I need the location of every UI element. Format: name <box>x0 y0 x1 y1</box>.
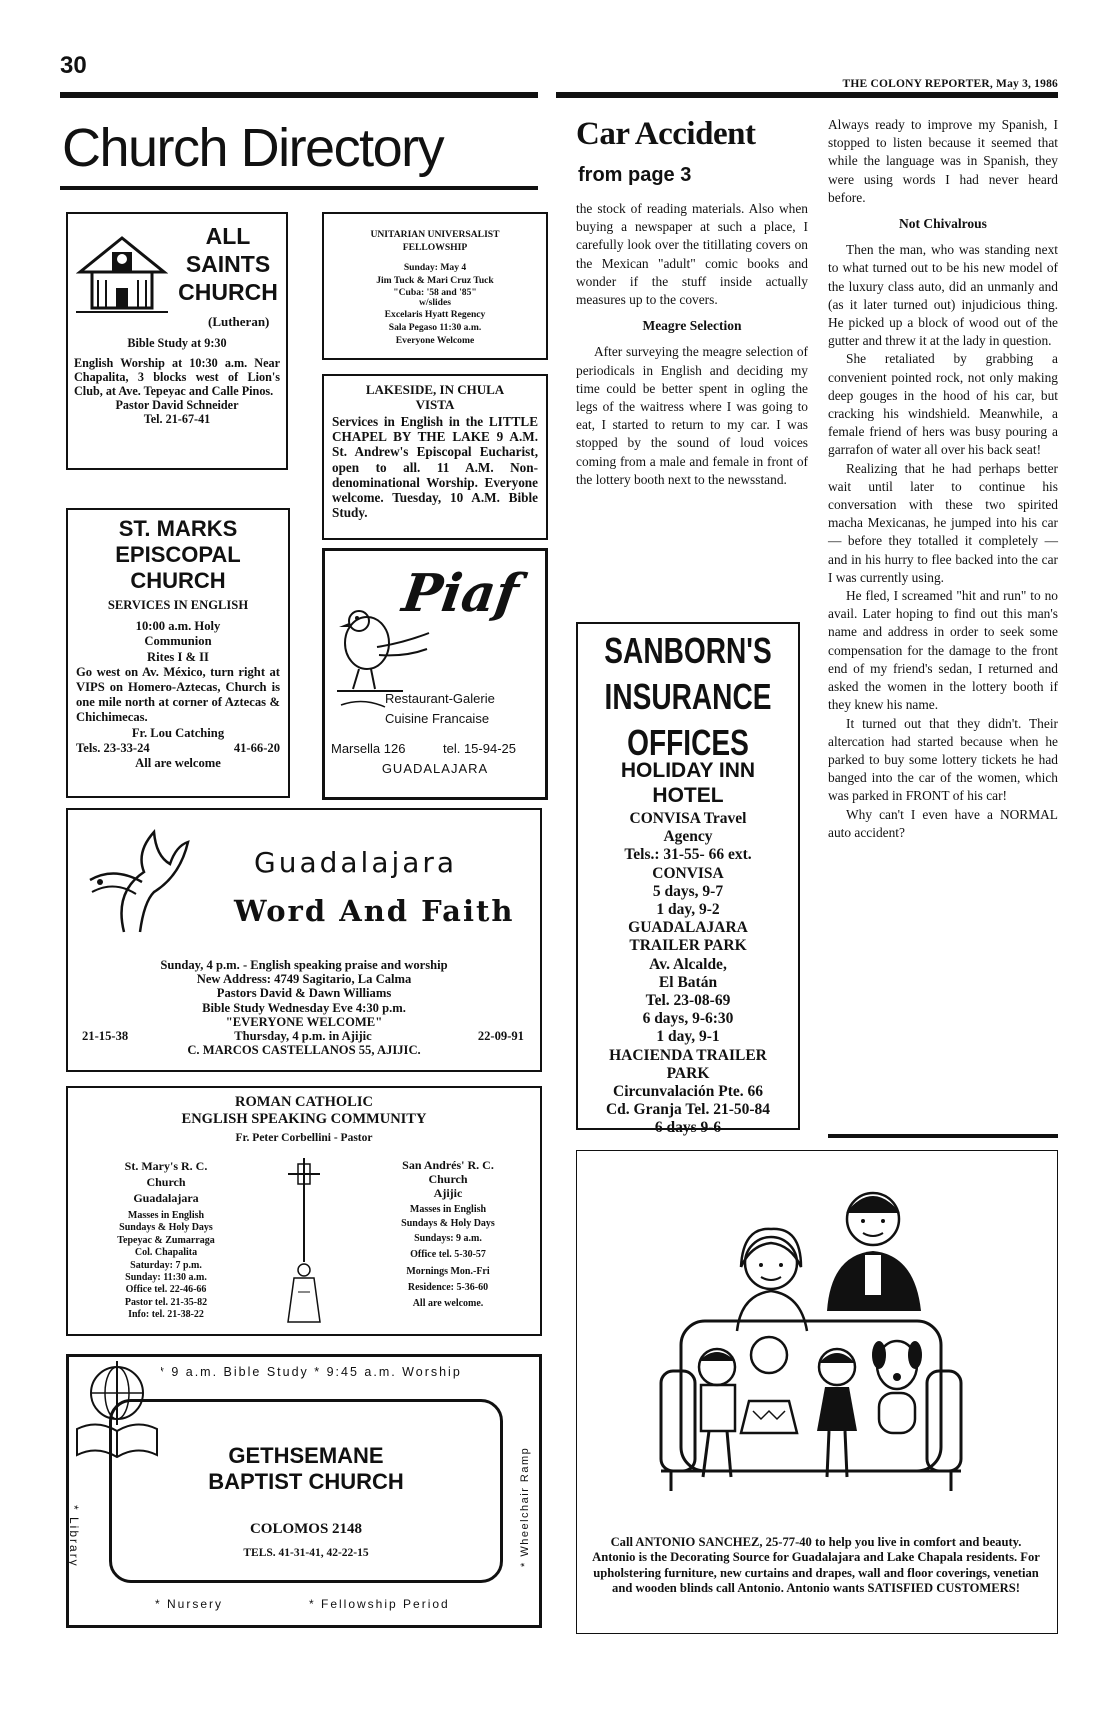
piaf-address: Marsella 126 <box>331 741 406 756</box>
sanborns-line: CONVISA <box>652 864 724 882</box>
sanborns-line: 6 days, 9-6:30 <box>642 1010 734 1028</box>
st-marys-line: Sunday: 11:30 a.m. <box>125 1272 207 1284</box>
all-saints-name-line: SAINTS <box>185 251 271 277</box>
word-faith-line1: Guadalajara <box>254 846 458 879</box>
unitarian-line: "Cuba: '58 and '85" <box>393 286 477 298</box>
article-paragraph: He fled, I screamed "hit and run" to no avail. Later hoping to find out this man's name and address in order to seek some compensation for the damage to the front end of my friend's sedan, I returned and asked the women in the lottery booth if they knew his name. <box>828 588 1058 713</box>
dove-flame-icon <box>84 822 194 942</box>
catholic-title-line: ENGLISH SPEAKING COMMUNITY <box>181 1111 427 1127</box>
piaf-logo-text: Piaf <box>398 563 523 624</box>
article-paragraph: Then the man, who was standing next to what turned out to be his new model of the luxury class auto, did an unmanly and (as it later turned out) injudicious thing. He picked up a block of wood out of the gutter and threw it at the lady in question. <box>828 242 1058 349</box>
lakeside-name-line: VISTA <box>415 397 455 412</box>
sanborns-line: El Batán <box>658 973 718 991</box>
sanborns-ad <box>576 622 800 1137</box>
lakeside-ad <box>322 374 548 540</box>
st-marks-tels-label: Tels. 23-33-24 <box>76 740 150 755</box>
sanborns-line: Tel. 23-08-69 <box>645 992 731 1010</box>
article-paragraph: It turned out that they didn't. Their altercation had started because when he parked to buy some lottery tickets he had banged into the car of the women, which was parked in FRONT of his car! <box>828 715 1058 804</box>
directory-title-rule <box>60 186 538 190</box>
st-marys-line: Info: tel. 21-38-22 <box>128 1309 204 1321</box>
st-marys-line: Tepeyac & Zumarraga <box>117 1234 215 1246</box>
word-faith-thursday: Thursday, 4 p.m. in Ajijic <box>234 1029 372 1044</box>
st-marks-service-line: Communion <box>144 634 212 649</box>
catholic-pastor: Fr. Peter Corbellini - Pastor <box>235 1132 373 1144</box>
sanborns-line: 5 days, 9-7 <box>652 882 724 900</box>
word-faith-left-tel: 21-15-38 <box>82 1029 129 1044</box>
article-col1-top: the stock of reading materials. Also when buying a newspaper at such a place, I carefully look over the titillating covers on the Mexican "adult" comic books and wonder if the stuff inside actually measures up to the covers. <box>576 201 808 308</box>
st-marys-line: Masses in English <box>127 1210 205 1221</box>
unitarian-line: Sala Pegaso 11:30 a.m. <box>388 322 482 334</box>
word-faith-text-line: "EVERYONE WELCOME" <box>225 1014 383 1029</box>
st-marys-line: Sundays & Holy Days <box>119 1222 213 1234</box>
st-marks-service-line: 10:00 a.m. Holy <box>135 619 221 634</box>
antonio-ad <box>576 1150 1058 1634</box>
unitarian-name-line: FELLOWSHIP <box>402 242 468 254</box>
header-rule-right <box>556 92 1058 98</box>
gethsemane-tels: TELS. 41-31-41, 42-22-15 <box>243 1547 369 1559</box>
st-marks-name-line: ST. MARKS <box>118 516 238 541</box>
article-paragraph: Realizing that he had perhaps better wait until later to continue his conversation with these two spirited macha Mexicanas, he jumped into his car — before they totalled it completely — and in his hurry to flee backed into the car I was currently using. <box>828 460 1058 585</box>
gethsemane-right-side: * Wheelchair Ramp <box>519 1446 531 1567</box>
st-marys-line: Office tel. 22-46-66 <box>125 1284 207 1296</box>
sanborns-line: HACIENDA TRAILER <box>609 1046 767 1064</box>
unitarian-line: Jim Tuck & Mari Cruz Tuck <box>376 275 494 287</box>
st-marys-line: Guadalajara <box>133 1191 199 1205</box>
word-faith-ajijic-address: C. MARCOS CASTELLANOS 55, AJIJIC. <box>187 1043 421 1058</box>
all-saints-name-line: ALL <box>205 223 251 249</box>
piaf-city: GUADALAJARA <box>381 761 489 776</box>
sanborns-line: GUADALAJARA <box>628 919 748 937</box>
st-marys-line: Saturday: 7 p.m. <box>130 1259 202 1271</box>
word-faith-text-line: New Address: 4749 Sagitario, La Calma <box>196 972 412 987</box>
sanborns-line: 6 days 9-6 <box>654 1119 722 1137</box>
st-marys-line: Church <box>146 1175 186 1189</box>
st-marys-line: Pastor tel. 21-35-82 <box>124 1296 208 1308</box>
catholic-title-line: ROMAN CATHOLIC <box>235 1094 373 1110</box>
lakeside-text: Services in English in the LITTLE CHAPEL BY THE LAKE 9 A.M. St. Andrew's Episcopal Eucharist, open to all. 11 A.M. Non-denominational Worship. Everyone welcome. Tuesday, 10 A.M. Bible Study. <box>332 414 538 521</box>
sanborns-sub-line: HOLIDAY INN <box>620 759 756 782</box>
article-paragraph: Why can't I even have a NORMAL auto accident? <box>828 806 1058 840</box>
article-end-rule <box>828 1134 1058 1138</box>
st-marks-pastor: Fr. Lou Catching <box>131 725 225 740</box>
word-faith-right-tel: 22-09-91 <box>477 1029 524 1044</box>
publication-dateline: THE COLONY REPORTER, May 3, 1986 <box>842 78 1058 90</box>
directory-title: Church Directory <box>62 118 444 178</box>
unitarian-line: w/slides <box>419 296 451 308</box>
gethsemane-left-side: * Library <box>67 1505 81 1568</box>
sanborns-line: Tels.: 31-55- 66 ext. <box>624 846 752 864</box>
st-marks-name-line: EPISCOPAL <box>115 542 241 567</box>
word-faith-text-line: Bible Study Wednesday Eve 4:30 p.m. <box>202 1000 406 1015</box>
all-saints-line: Tel. 21-67-41 <box>143 412 211 426</box>
gethsemane-name-line: BAPTIST CHURCH <box>208 1469 404 1494</box>
article-paragraph: She retaliated by grabbing a convenient pointed rock, not only making deep gouges in the hood of his car, but cracking his windshield. Meanwhile, a female friend of hers was busy pouring a garrafon of water all over his back seat! <box>828 351 1058 458</box>
st-marks-ad <box>66 508 290 798</box>
unitarian-line: Sunday: May 4 <box>403 261 467 273</box>
sanborns-line: Av. Alcalde, <box>649 955 727 973</box>
antonio-ad-text: Call ANTONIO SANCHEZ, 25-77-40 to help you live in comfort and beauty. Antonio is the Decorating Source for Guadalajara and Lake Chapala residents. For upholstering furniture, new curtains and drapes, wall and floor coverings, venetian and wooden blinds call Antonio. Antonio wants SATISFIED CUSTOMERS! <box>592 1535 1040 1596</box>
sanborns-line: PARK <box>666 1064 710 1082</box>
all-saints-name-line: CHURCH <box>178 279 278 305</box>
all-saints-line: English Worship at 10:30 a.m. Near Chapalita, 3 blocks west of Lion's Club, at Ave. Tepeyac and Calle Pinos. <box>74 356 280 398</box>
piaf-line: Restaurant-Galerie <box>385 691 495 706</box>
unitarian-line: Excelaris Hyatt Regency <box>384 308 486 320</box>
st-marys-line: St. Mary's R. C. <box>124 1159 208 1173</box>
san-andres-line: Masses in English <box>409 1204 487 1215</box>
san-andres-line: Ajijic <box>433 1186 463 1200</box>
all-saints-denomination: (Lutheran) <box>208 314 270 329</box>
word-faith-text-line: Sunday, 4 p.m. - English speaking praise and worship <box>160 958 448 972</box>
san-andres-line: Mornings Mon.-Fri <box>406 1265 490 1277</box>
article-subtitle: from page 3 <box>578 164 692 186</box>
article-paragraph: After surveying the meagre selection of periodicals in English and deciding my time could be better spent in ogling the legs of the waitress where I was going to eat, I started to return to my car. I was stopped by the sound of loud voices coming from a male and female in front of the lottery booth next to the newsstand. <box>576 344 808 487</box>
unitarian-name-line: UNITARIAN UNIVERSALIST <box>370 229 500 240</box>
article-heading-meagre: Meagre Selection <box>642 318 742 334</box>
all-saints-line: Pastor David Schneider <box>115 398 239 412</box>
word-faith-text-line: Pastors David & Dawn Williams <box>216 986 392 1001</box>
sanborns-line: CONVISA Travel <box>629 810 747 827</box>
gethsemane-name-line: GETHSEMANE <box>228 1443 384 1468</box>
st-marks-service-line: Rites I & II <box>147 649 209 664</box>
san-andres-line: Sundays & Holy Days <box>401 1218 495 1230</box>
san-andres-line: Residence: 5-36-60 <box>407 1282 489 1294</box>
unitarian-ad <box>322 212 548 360</box>
st-marks-tels-value: 41-66-20 <box>233 740 280 755</box>
all-saints-line: Bible Study at 9:30 <box>127 336 227 350</box>
sanborns-line: TRAILER PARK <box>629 937 747 955</box>
family-on-sofa-illustration <box>641 1171 981 1531</box>
sanborns-line: 1 day, 9-2 <box>656 901 720 919</box>
st-marks-name-line: CHURCH <box>130 568 226 593</box>
st-marks-subtitle: SERVICES IN ENGLISH <box>107 598 249 612</box>
san-andres-line: San Andrés' R. C. <box>402 1158 494 1172</box>
san-andres-line: Sundays: 9 a.m. <box>414 1232 482 1244</box>
unitarian-line: Everyone Welcome <box>395 335 475 347</box>
st-marys-line: Col. Chapalita <box>134 1247 198 1259</box>
lakeside-name-line: LAKESIDE, IN CHULA <box>365 382 505 397</box>
san-andres-line: Office tel. 5-30-57 <box>410 1249 486 1261</box>
sanborns-title-line: INSURANCE <box>604 676 772 717</box>
sanborns-line: Agency <box>663 828 713 846</box>
article-paragraph: Always ready to improve my Spanish, I stopped to listen because it seemed that while the language was in Spanish, they were using words I had never heard before. <box>828 117 1058 205</box>
catholic-ad <box>66 1086 542 1336</box>
piaf-ad <box>322 548 548 800</box>
article-title: Car Accident <box>576 116 756 152</box>
san-andres-line: All are welcome. <box>412 1298 484 1310</box>
sanborns-title-line: SANBORN'S <box>604 630 772 671</box>
sanborns-line: Circunvalación Pte. 66 <box>613 1083 763 1101</box>
sanborns-line: Cd. Granja Tel. 21-50-84 <box>605 1101 771 1119</box>
article-heading-chivalrous: Not Chivalrous <box>899 216 987 232</box>
san-andres-line: Church <box>428 1172 468 1186</box>
st-marks-welcome: All are welcome <box>135 756 221 771</box>
all-saints-ad <box>66 212 288 470</box>
church-building-icon <box>76 228 168 320</box>
word-faith-line2: Word And Faith <box>234 894 515 928</box>
sanborns-title-line: OFFICES <box>627 722 749 763</box>
header-rule-left <box>60 92 538 98</box>
gethsemane-bottom-right: * Fellowship Period <box>309 1597 450 1611</box>
page-number: 30 <box>60 52 87 79</box>
piaf-line: Cuisine Francaise <box>385 711 490 726</box>
gethsemane-bottom-left: * Nursery <box>155 1597 224 1611</box>
st-marks-directions: Go west on Av. México, turn right at VIPS on Homero-Aztecas, Church is one mile north at corner of Aztecas & Chichimecas. <box>76 664 280 725</box>
sanborns-line: 1 day, 9-1 <box>656 1028 720 1046</box>
word-faith-ad <box>66 808 542 1072</box>
gethsemane-top-line: * 9 a.m. Bible Study * 9:45 a.m. Worship <box>159 1365 462 1379</box>
cross-figure-icon <box>274 1152 334 1332</box>
piaf-tel: tel. 15-94-25 <box>443 741 516 756</box>
gethsemane-address: COLOMOS 2148 <box>249 1521 363 1537</box>
sanborns-sub-line: HOTEL <box>652 784 724 807</box>
gethsemane-ad <box>66 1354 542 1628</box>
